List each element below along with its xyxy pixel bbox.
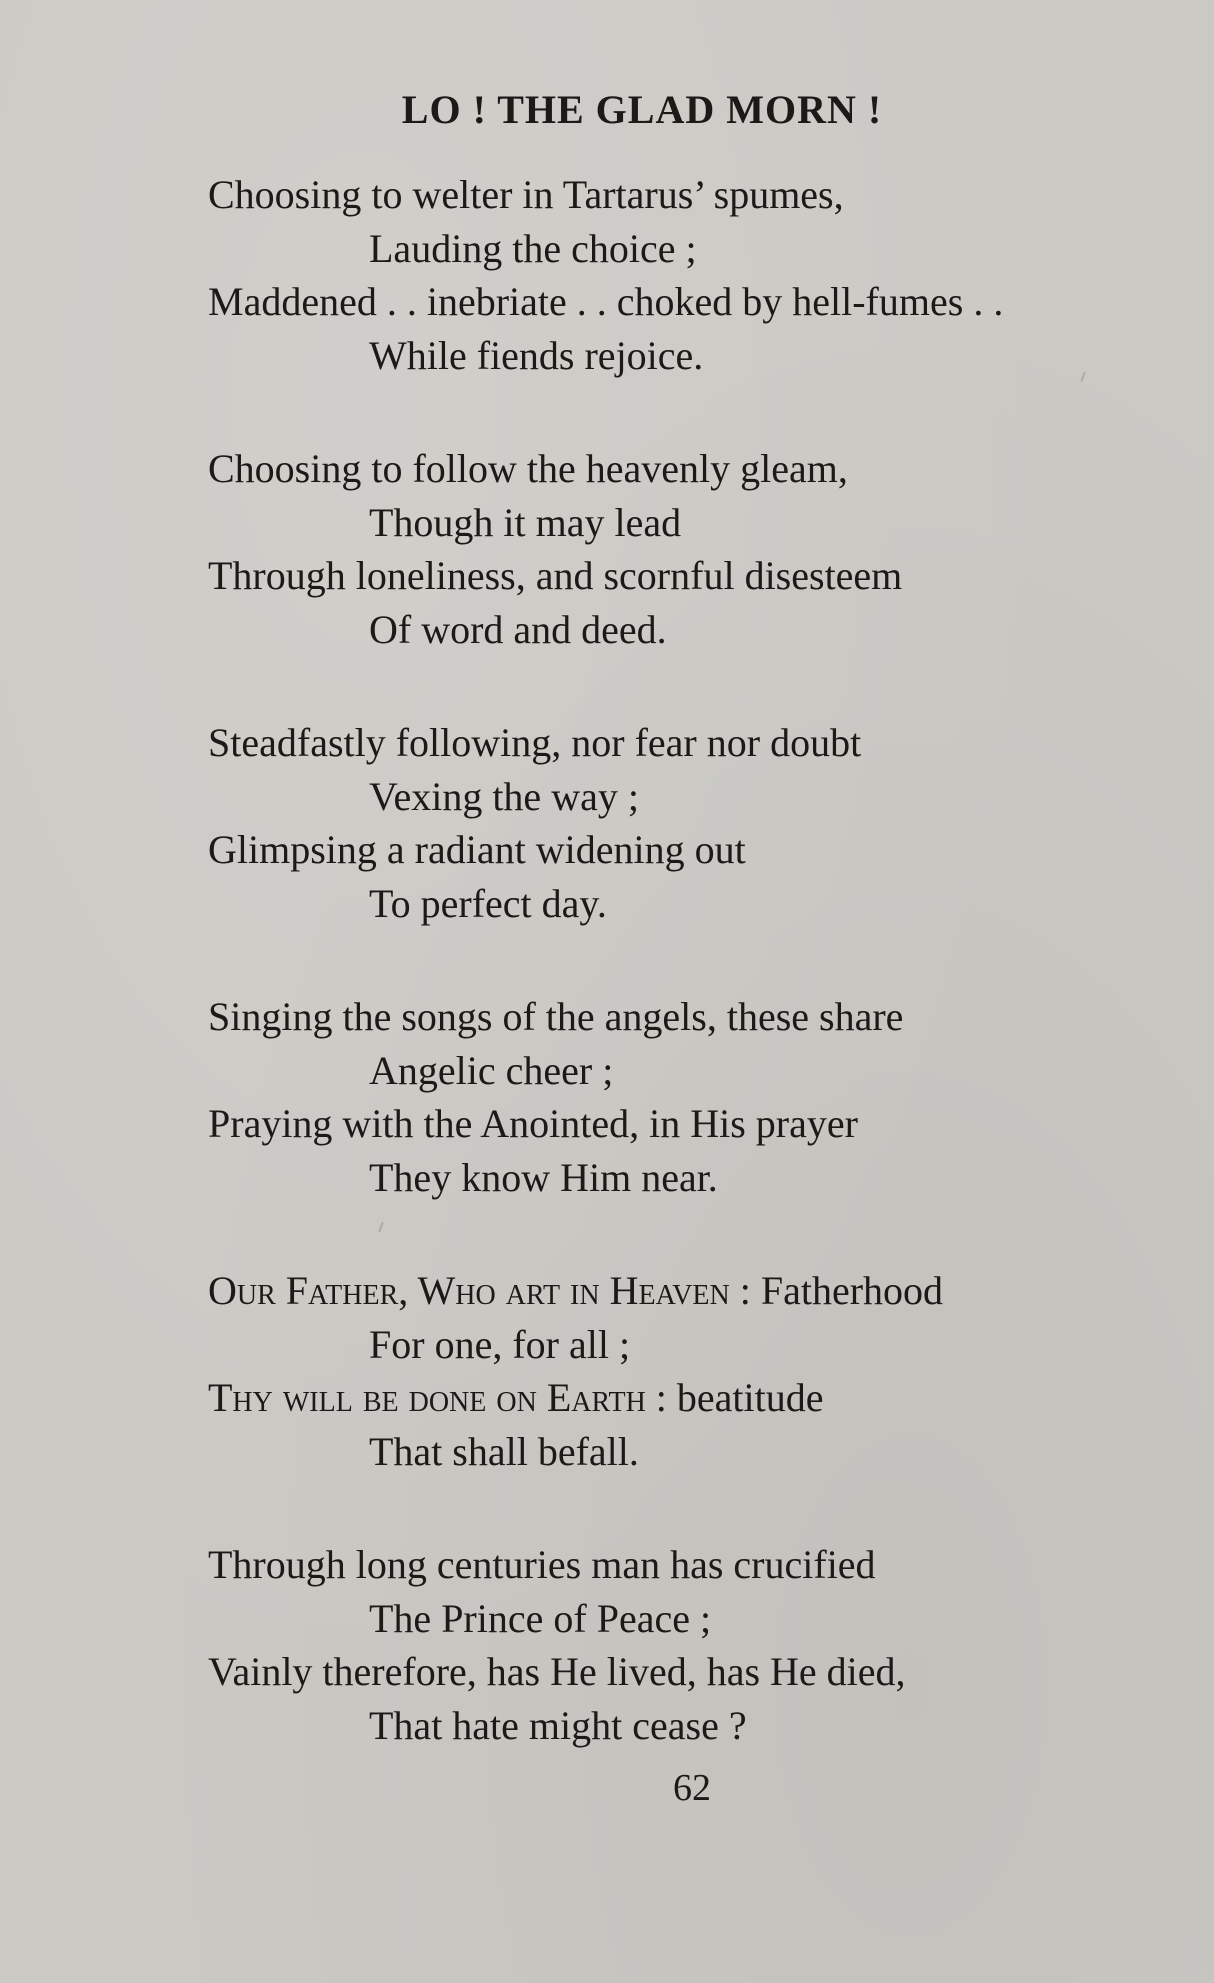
page-number: 62 (673, 1767, 711, 1809)
poem-line: Choosing to follow the heavenly gleam, (208, 446, 848, 491)
running-head: LO ! THE GLAD MORN ! (401, 87, 883, 132)
line-continuation: beatitude (666, 1375, 824, 1420)
poem-line-indented: Lauding the choice ; (369, 225, 697, 271)
line-continuation: Fatherhood (750, 1268, 944, 1313)
poem-line-indented: Though it may lead (369, 499, 682, 545)
poem-line: Through loneliness, and scornful disesteem (208, 553, 903, 598)
poem-line-indented: That hate might cease ? (369, 1702, 747, 1748)
poem-line: Maddened . . inebriate . . choked by hell-fumes . . (208, 279, 1004, 324)
poem-line (208, 1264, 1188, 1318)
stanza-3 (208, 716, 1188, 930)
poem-line-indented: Angelic cheer ; (369, 1047, 614, 1093)
stanza-4 (208, 990, 1188, 1204)
poem-line-indented: Vexing the way ; (369, 773, 639, 819)
small-caps-phrase: Thy will be done on Earth : (208, 1375, 667, 1420)
poem-line: Through long centuries man has crucified (208, 1542, 876, 1587)
stanza-6 (208, 1538, 1188, 1752)
poem-line: Singing the songs of the angels, these share (208, 994, 904, 1039)
poem-line: Praying with the Anointed, in His prayer (208, 1101, 858, 1146)
stanza-2 (208, 442, 1188, 656)
poem-line: Choosing to welter in Tartarus’ spumes, (208, 172, 844, 217)
poem-line-indented: They know Him near. (369, 1154, 718, 1200)
poem-line (208, 1371, 1188, 1425)
poem-line: Steadfastly following, nor fear nor doubt (208, 720, 862, 765)
poem-line-indented: To perfect day. (369, 880, 607, 926)
poem-line-indented: For one, for all ; (369, 1321, 631, 1367)
poem-line-indented: Of word and deed. (369, 606, 667, 652)
poem-line: Glimpsing a radiant widening out (208, 827, 746, 872)
stanza-1 (208, 168, 1188, 382)
poem (208, 168, 1188, 1752)
small-caps-phrase: Our Father, Who art in Heaven : (208, 1268, 751, 1313)
poem-line-indented: That shall befall. (369, 1428, 639, 1474)
poem-line-indented: While fiends rejoice. (369, 332, 704, 378)
poem-line-indented: The Prince of Peace ; (369, 1595, 712, 1641)
stanza-5 (208, 1264, 1188, 1478)
poem-line: Vainly therefore, has He lived, has He died, (208, 1649, 906, 1694)
